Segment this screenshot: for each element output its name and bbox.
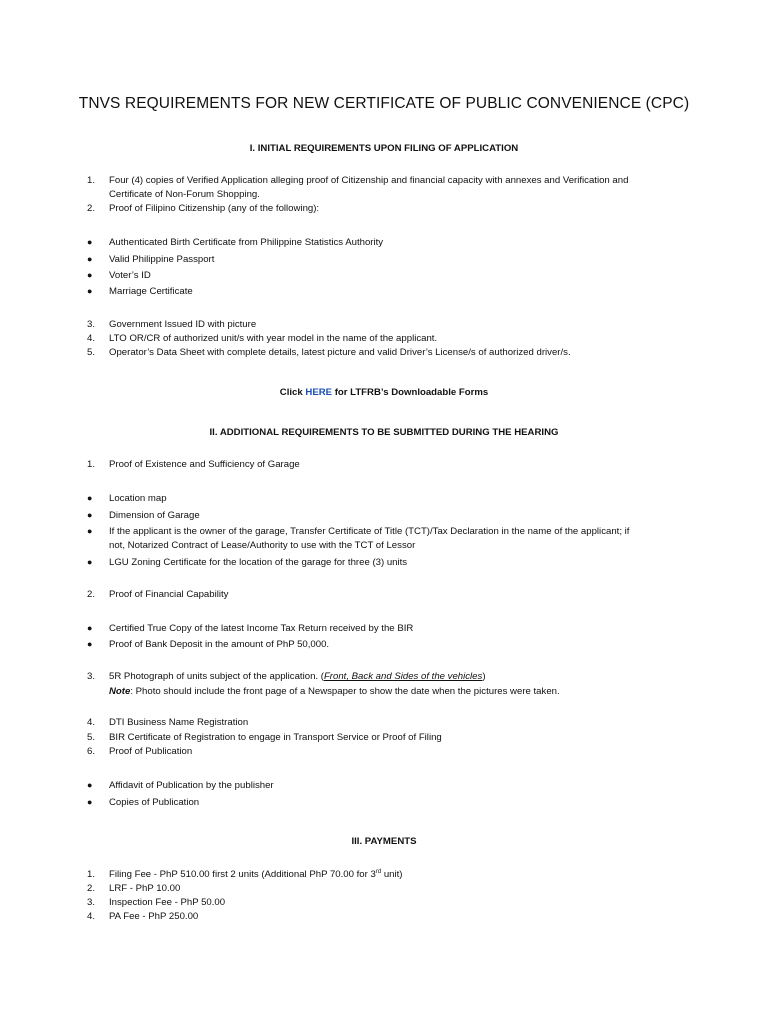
bullet-icon: ● <box>87 254 93 264</box>
list-item-text: Proof of Existence and Sufficiency of Garage <box>109 459 300 470</box>
list-item-text: Proof of Financial Capability <box>109 589 229 600</box>
ordinal-suffix: rd <box>375 868 382 875</box>
bullet-item-text: Dimension of Garage <box>109 510 200 521</box>
list-number: 5. <box>87 347 96 358</box>
list-item-text: Four (4) copies of Verified Application alleging proof of Citizenship and financial capacity with annexes and Verification and <box>109 175 629 186</box>
filing-fee-text: Filing Fee - PhP 510.00 first 2 units (Additional PhP 70.00 for 3 <box>109 869 376 880</box>
list-item-text: LRF - PhP 10.00 <box>109 883 181 894</box>
bullet-icon: ● <box>87 780 93 790</box>
bullet-item-text: Authenticated Birth Certificate from Philippine Statistics Authority <box>109 237 384 248</box>
bullet-item-text: Copies of Publication <box>109 797 200 808</box>
bullet-icon: ● <box>87 639 93 649</box>
bullet-item-text: Location map <box>109 493 167 504</box>
list-item-text: Proof of Filipino Citizenship (any of the following): <box>109 203 320 214</box>
list-number: 6. <box>87 746 96 757</box>
section-heading-additional-requirements: II. ADDITIONAL REQUIREMENTS TO BE SUBMITTED DURING THE HEARING <box>209 427 559 438</box>
photo-note <box>109 685 560 698</box>
section-heading-initial-requirements: I. INITIAL REQUIREMENTS UPON FILING OF APPLICATION <box>249 143 519 154</box>
bullet-item-text: If the applicant is the owner of the garage, Transfer Certificate of Title (TCT)/Tax Declaration in the name of the applicant; if <box>109 526 630 537</box>
list-item-text: Government Issued ID with picture <box>109 319 257 330</box>
bullet-icon: ● <box>87 797 93 807</box>
list-number: 4. <box>87 717 96 728</box>
list-number: 3. <box>87 671 96 682</box>
list-number: 2. <box>87 883 96 894</box>
list-item-text <box>109 670 486 683</box>
list-number: 3. <box>87 319 96 330</box>
bullet-item-text: Voter’s ID <box>109 270 151 281</box>
bullet-icon: ● <box>87 623 93 633</box>
bullet-item-text: LGU Zoning Certificate for the location of the garage for three (3) units <box>109 557 408 568</box>
list-item-text: Proof of Publication <box>109 746 193 757</box>
photo-requirement-text: 5R Photograph of units subject of the application. ( <box>109 671 324 682</box>
list-item-text: Certificate of Non-Forum Shopping. <box>109 189 260 200</box>
list-item-text: Operator’s Data Sheet with complete details, latest picture and valid Driver’s License/s of authorized driver/s. <box>109 347 571 358</box>
click-prefix: Click <box>279 387 306 398</box>
list-number: 4. <box>87 911 96 922</box>
list-number: 4. <box>87 333 96 344</box>
list-number: 3. <box>87 897 96 908</box>
list-number: 5. <box>87 732 96 743</box>
click-suffix: for LTFRB’s Downloadable Forms <box>332 387 489 398</box>
bullet-item-text: not, Notarized Contract of Lease/Authority to use with the TCT of Lessor <box>109 540 416 551</box>
bullet-icon: ● <box>87 493 93 503</box>
note-label: Note <box>109 686 131 697</box>
bullet-icon: ● <box>87 270 93 280</box>
list-number: 1. <box>87 869 96 880</box>
list-item-text: DTI Business Name Registration <box>109 717 249 728</box>
bullet-item-text: Marriage Certificate <box>109 286 193 297</box>
note-text: : Photo should include the front page of a Newspaper to show the date when the pictures were taken. <box>130 686 560 697</box>
list-number: 2. <box>87 203 96 214</box>
bullet-icon: ● <box>87 557 93 567</box>
list-item-text: PA Fee - PhP 250.00 <box>109 911 199 922</box>
list-number: 1. <box>87 175 96 186</box>
document-title: TNVS REQUIREMENTS FOR NEW CERTIFICATE OF PUBLIC CONVENIENCE (CPC) <box>78 95 690 112</box>
bullet-item-text: Affidavit of Publication by the publisher <box>109 780 274 791</box>
section-heading-payments: III. PAYMENTS <box>351 836 417 847</box>
list-number: 2. <box>87 589 96 600</box>
bullet-icon: ● <box>87 286 93 296</box>
list-number: 1. <box>87 459 96 470</box>
vehicle-sides-note: Front, Back and Sides of the vehicles <box>323 671 483 682</box>
bullet-item-text: Valid Philippine Passport <box>109 254 215 265</box>
list-item-text: BIR Certificate of Registration to engage in Transport Service or Proof of Filing <box>109 732 442 743</box>
downloadable-forms-line <box>0 386 768 399</box>
bullet-item-text: Proof of Bank Deposit in the amount of PhP 50,000. <box>109 639 330 650</box>
bullet-icon: ● <box>87 510 93 520</box>
bullet-icon: ● <box>87 237 93 247</box>
bullet-item-text: Certified True Copy of the latest Income Tax Return received by the BIR <box>109 623 414 634</box>
filing-fee-after: unit) <box>381 869 403 880</box>
list-item-text: Inspection Fee - PhP 50.00 <box>109 897 226 908</box>
list-item-text: LTO OR/CR of authorized unit/s with year model in the name of the applicant. <box>109 333 438 344</box>
closing-paren: ) <box>482 671 486 682</box>
list-item-text <box>109 868 403 881</box>
bullet-icon: ● <box>87 526 93 536</box>
here-link[interactable]: HERE <box>305 387 333 398</box>
